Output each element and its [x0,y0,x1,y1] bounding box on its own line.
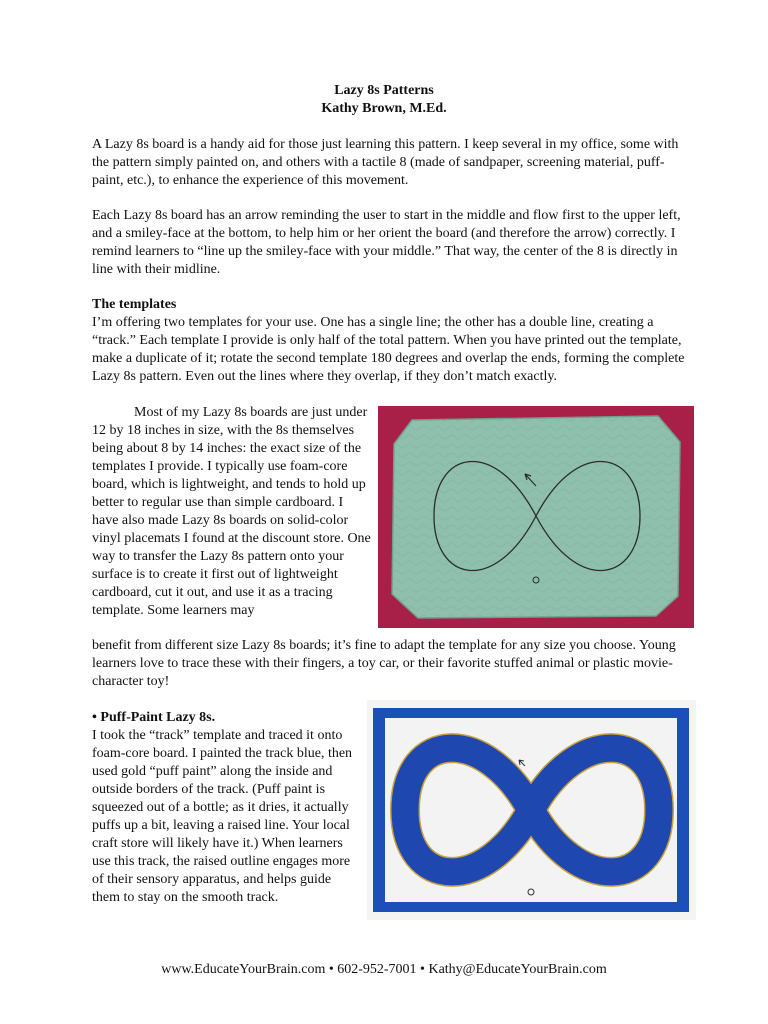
page-title: Lazy 8s Patterns [334,83,434,98]
templates-paragraph-2-continued: benefit from different size Lazy 8s boards; it’s fine to adapt the template for any size you choose. Young learners love to trace these with their fingers, a toy car, or their favorite stuffed animal or plastic movie-character toy! [92,638,676,689]
footer-contact: www.EducateYourBrain.com • 602-952-7001 • Kathy@EducateYourBrain.com [161,962,607,977]
placemat-lazy8-photo [378,406,694,628]
puff-paint-lazy8-photo [367,700,696,920]
templates-heading: The templates [92,297,177,312]
templates-paragraph-2: Most of my Lazy 8s boards are just under 12 by 18 inches in size, with the 8s themselves being about 8 by 14 inches: the exact size of the templates I provide. I typically use foam-core board, which is lightweight, and tends to hold up better to regular use than simple cardboard. I have also made Lazy 8s boards on solid-color vinyl placemats I found at the discount store. One way to transfer the Lazy 8s pattern onto your surface is to create it first out of lightweight cardboard, cut it out, and use it as a tracing template. Some learners may [92,405,371,618]
intro-paragraph-2: Each Lazy 8s board has an arrow reminding the user to start in the middle and flow first to the upper left, and a smiley-face at the bottom, to help him or her orient the board (and therefore the arrow) correctly. I remind learners to “line up the smiley-face with your middle.” That way, the center of the 8 is directly in line with their midline. [92,208,681,277]
author-line: Kathy Brown, M.Ed. [321,101,447,116]
intro-paragraph-1: A Lazy 8s board is a handy aid for those just learning this pattern. I keep several in my office, some with the pattern simply painted on, and others with a tactile 8 (made of sandpaper, screening material, puff-paint, etc.), to enhance the experience of this movement. [92,137,679,188]
templates-paragraph-1: I’m offering two templates for your use. One has a single line; the other has a double line, creating a “track.” Each template I provide is only half of the total pattern. When you have printed out the template, make a duplicate of it; rotate the second template 180 degrees and overlap the ends, forming the complete Lazy 8s pattern. Even out the lines where they overlap, if they don’t match exactly. [92,315,685,384]
puff-paint-paragraph: I took the “track” template and traced it onto foam-core board. I painted the track blue, then used gold “puff paint” along the inside and outside borders of the track. (Puff paint is squeezed out of a bottle; as it dries, it actually puffs up a bit, leaving a raised line. Your local craft store will likely have it.) When learners use this track, the raised outline engages more of their sensory apparatus, and helps guide them to stay on the smooth track. [92,728,353,905]
puff-paint-heading: • Puff-Paint Lazy 8s. [92,710,216,725]
